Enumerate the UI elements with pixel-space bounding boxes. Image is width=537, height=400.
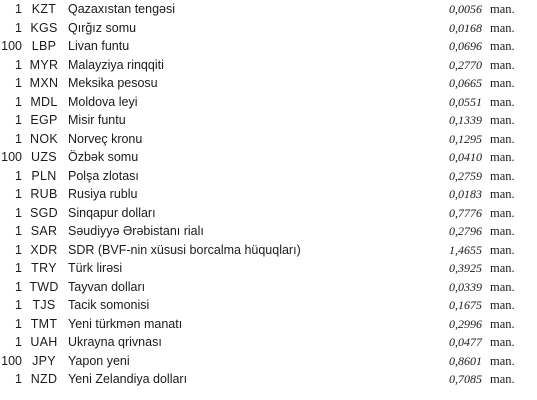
rate-unit-cell: man. [490, 39, 515, 53]
rate-value-cell: 1,4655 [449, 242, 482, 257]
rate-unit-cell: man. [490, 261, 515, 275]
rate-unit-cell: man. [490, 113, 515, 127]
table-row [0, 296, 537, 315]
rate-unit-cell: man. [490, 316, 515, 331]
rate-unit-cell: man. [490, 150, 515, 164]
nominal-cell: 1 [15, 242, 22, 257]
currency-name-cell: Yapon yeni [68, 353, 130, 368]
rate-unit-cell: man. [490, 94, 515, 109]
rate-unit-cell: man. [490, 298, 515, 312]
rate-unit-cell: man. [490, 57, 515, 72]
nominal-cell: 1 [15, 335, 22, 349]
rate-unit-cell: man. [490, 335, 515, 349]
nominal-cell: 1 [15, 94, 22, 109]
rate-value-cell: 0,1675 [449, 298, 482, 312]
currency-code-cell: TRY [31, 261, 57, 275]
rate-value-cell: 0,0183 [449, 187, 482, 201]
table-row [0, 93, 537, 112]
rate-value-cell: 0,2796 [449, 224, 482, 238]
nominal-cell: 1 [15, 168, 22, 183]
currency-name-cell: Livan funtu [68, 39, 130, 53]
nominal-cell: 100 [1, 353, 22, 368]
nominal-cell: 1 [15, 187, 22, 201]
rate-value-cell: 0,0056 [449, 2, 482, 16]
rate-unit-cell: man. [490, 76, 515, 90]
currency-name-cell: Polşa zlotası [68, 168, 139, 183]
nominal-cell: 1 [15, 2, 22, 16]
rate-unit-cell: man. [490, 187, 515, 201]
nominal-cell: 1 [15, 298, 22, 312]
rate-value-cell: 0,8601 [449, 353, 482, 368]
nominal-cell: 1 [15, 316, 22, 331]
nominal-cell: 1 [15, 57, 22, 72]
nominal-cell: 1 [15, 76, 22, 90]
currency-code-cell: RUB [30, 187, 58, 201]
currency-name-cell: Malayziya rinqqiti [68, 57, 164, 72]
table-row [0, 130, 537, 149]
rate-unit-cell: man. [490, 168, 515, 183]
nominal-cell: 1 [15, 261, 22, 275]
nominal-cell: 1 [15, 279, 22, 294]
nominal-cell: 1 [15, 20, 22, 35]
currency-code-cell: JPY [32, 353, 56, 368]
table-row [0, 0, 537, 19]
rate-value-cell: 0,0477 [449, 335, 482, 349]
table-row [0, 19, 537, 38]
currency-code-cell: TMT [30, 316, 58, 331]
rate-value-cell: 0,7776 [449, 205, 482, 220]
currency-name-cell: Türk lirəsi [68, 261, 123, 275]
rate-unit-cell: man. [490, 205, 515, 220]
table-row [0, 56, 537, 75]
table-row [0, 333, 537, 352]
currency-name-cell: SDR (BVF-nin xüsusi borcalma hüquqları) [68, 242, 301, 257]
table-row [0, 111, 537, 130]
table-row [0, 148, 537, 167]
rate-unit-cell: man. [490, 20, 515, 35]
rate-value-cell: 0,2770 [449, 57, 482, 72]
currency-name-cell: Özbək somu [68, 150, 139, 164]
nominal-cell: 1 [15, 131, 22, 146]
table-row [0, 204, 537, 223]
rate-value-cell: 0,0339 [449, 279, 482, 294]
table-row [0, 74, 537, 93]
currency-code-cell: SGD [30, 205, 58, 220]
currency-code-cell: SAR [30, 224, 58, 238]
rate-value-cell: 0,7085 [449, 372, 482, 386]
currency-name-cell: Misir funtu [68, 113, 126, 127]
currency-name-cell: Moldova leyi [68, 94, 138, 109]
currency-code-cell: KGS [30, 20, 58, 35]
currency-code-cell: TJS [32, 298, 56, 312]
currency-name-cell: Rusiya rublu [68, 187, 138, 201]
currency-name-cell: Yeni Zelandiya dolları [68, 372, 188, 386]
rate-unit-cell: man. [490, 131, 515, 146]
nominal-cell: 100 [1, 150, 22, 164]
currency-code-cell: NZD [30, 372, 58, 386]
currency-name-cell: Meksika pesosu [68, 76, 158, 90]
currency-code-cell: EGP [30, 113, 58, 127]
table-row [0, 370, 537, 389]
rate-value-cell: 0,0696 [449, 39, 482, 53]
table-row [0, 352, 537, 371]
nominal-cell: 1 [15, 205, 22, 220]
currency-code-cell: MXN [29, 76, 59, 90]
currency-code-cell: TWD [29, 279, 59, 294]
table-row [0, 241, 537, 260]
rate-value-cell: 0,2996 [449, 316, 482, 331]
currency-name-cell: Qırğız somu [68, 20, 137, 35]
rate-unit-cell: man. [490, 224, 515, 238]
table-row [0, 259, 537, 278]
rate-value-cell: 0,1339 [449, 113, 482, 127]
currency-code-cell: XDR [30, 242, 58, 257]
rate-unit-cell: man. [490, 279, 515, 294]
nominal-cell: 1 [15, 113, 22, 127]
rate-unit-cell: man. [490, 2, 515, 16]
rate-value-cell: 0,2759 [449, 168, 482, 183]
rate-value-cell: 0,3925 [449, 261, 482, 275]
currency-name-cell: Tacik somonisi [68, 298, 150, 312]
currency-code-cell: MYR [29, 57, 59, 72]
currency-code-cell: UZS [31, 150, 57, 164]
currency-code-cell: LBP [31, 39, 57, 53]
currency-name-cell: Qazaxıstan tengəsi [68, 2, 176, 16]
currency-name-cell: Yeni türkmən manatı [68, 316, 183, 331]
nominal-cell: 100 [1, 39, 22, 53]
rate-value-cell: 0,0551 [449, 94, 482, 109]
rate-value-cell: 0,1295 [449, 131, 482, 146]
rate-value-cell: 0,0168 [449, 20, 482, 35]
currency-code-cell: UAH [30, 335, 58, 349]
table-row [0, 37, 537, 56]
rate-value-cell: 0,0410 [449, 150, 482, 164]
rate-unit-cell: man. [490, 242, 515, 257]
currency-name-cell: Sinqapur dolları [68, 205, 156, 220]
rate-unit-cell: man. [490, 372, 515, 386]
rate-unit-cell: man. [490, 353, 515, 368]
rate-value-cell: 0,0665 [449, 76, 482, 90]
table-row [0, 185, 537, 204]
table-row [0, 222, 537, 241]
currency-name-cell: Tayvan dolları [68, 279, 146, 294]
table-row [0, 278, 537, 297]
currency-name-cell: Norveç kronu [68, 131, 143, 146]
nominal-cell: 1 [15, 224, 22, 238]
currency-code-cell: NOK [30, 131, 58, 146]
nominal-cell: 1 [15, 372, 22, 386]
currency-name-cell: Ukrayna qrivnası [68, 335, 162, 349]
currency-code-cell: KZT [31, 2, 57, 16]
currency-code-cell: MDL [30, 94, 58, 109]
currency-code-cell: PLN [31, 168, 57, 183]
table-row [0, 315, 537, 334]
currency-name-cell: Səudiyyə Ərəbistanı rialı [68, 224, 204, 238]
table-row [0, 167, 537, 186]
